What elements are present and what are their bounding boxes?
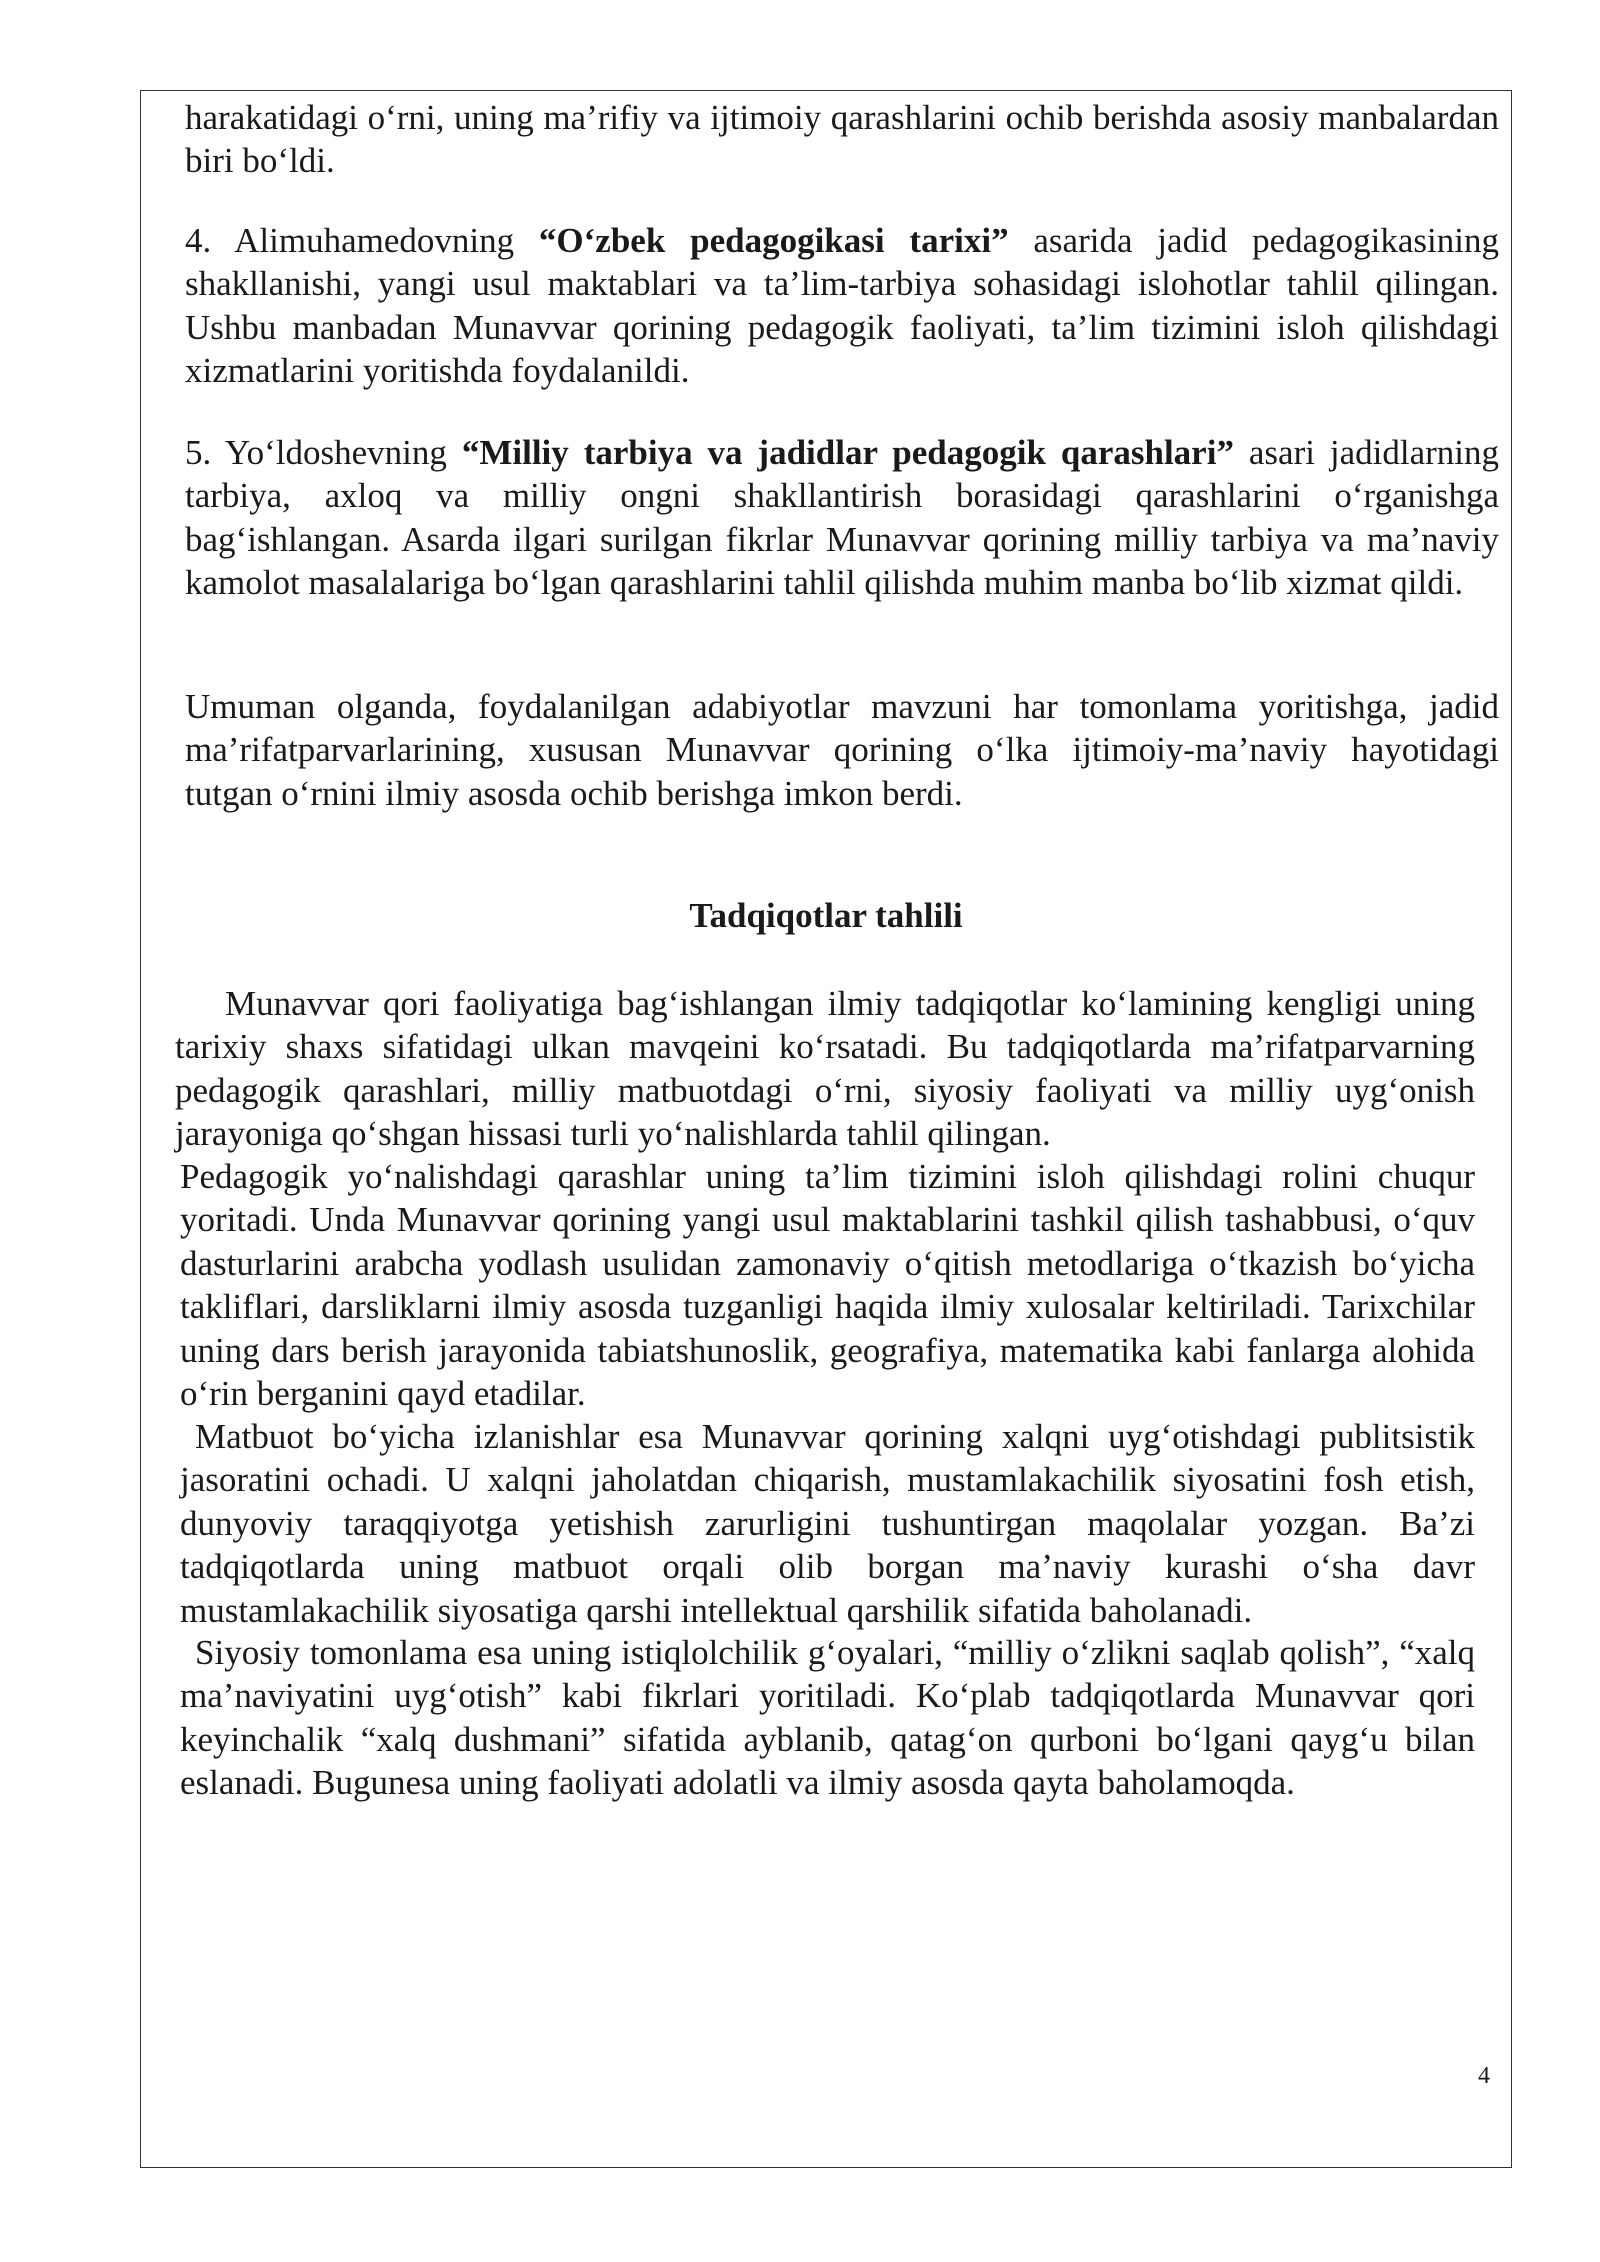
reference-item-4-text: asarida jadid pedagogikasining shakllanishi, yangi usul maktablari va ta’lim-tarbiya sohasidagi islohotlar tahlil qilingan. Ushbu manbadan Munavvar qorining pedagogik faoliyati, ta’lim tizimini isloh qilishdagi xizmatlarini yoritishda foydalanildi. — [185, 221, 1499, 391]
continuation-paragraph: harakatidagi o‘rni, uning ma’rifiy va ijtimoiy qarashlarini ochib berishda asosiy manbalardan biri bo‘ldi. — [185, 98, 1499, 181]
section-heading: Tadqiqotlar tahlili — [689, 896, 963, 935]
page-number: 4 — [1478, 2063, 1490, 2089]
reference-item-4-lead: 4. Alimuhamedovning — [185, 221, 539, 260]
reference-item-4 — [185, 219, 1499, 393]
reference-item-4-title: “O‘zbek pedagogikasi tarixi” — [538, 221, 1009, 260]
summary-paragraph: Umuman olganda, foydalanilgan adabiyotlar mavzuni har tomonlama yoritishga, jadid ma’rifatparvarlarining, xususan Munavvar qorining o‘lka ijtimoiy-ma’naviy hayotidagi tutgan o‘rnini ilmiy asosda ochib berishga imkon berdi. — [185, 687, 1499, 813]
reference-item-5 — [185, 431, 1499, 605]
reference-item-5-text: asari jadidlarning tarbiya, axloq va milliy ongni shakllantirish borasidagi qarashlarini o‘rganishga bag‘ishlangan. Asarda ilgari surilgan fikrlar Munavvar qorining milliy tarbiya va ma’naviy kamolot masalalariga bo‘lgan qarashlarini tahlil qilishda muhim manba bo‘lib xizmat qildi. — [185, 433, 1499, 603]
analysis-paragraph-2: Pedagogik yo‘nalishdagi qarashlar uning ta’lim tizimini isloh qilishdagi rolini chuqur yoritadi. Unda Munavvar qorining yangi usul maktablarini tashkil qilish tashabbusi, o‘quv dasturlarini arabcha yodlash usulidan zamonaviy o‘qitish metodlariga o‘tkazish bo‘yicha takliflari, darsliklarni ilmiy asosda tuzganligi haqida ilmiy xulosalar keltiriladi. Tarixchilar uning dars berish jarayonida tabiatshunoslik, geografiya, matematika kabi fanlarga alohida o‘rin berganini qayd etadilar. — [180, 1157, 1475, 1414]
analysis-paragraph-3: Matbuot bo‘yicha izlanishlar esa Munavvar qorining xalqni uyg‘otishdagi publitsistik jasoratini ochadi. U xalqni jaholatdan chiqarish, mustamlakachilik siyosatini fosh etish, dunyoviy taraqqiyotga yetishish zarurligini tushuntirgan maqolalar yozgan. Ba’zi tadqiqotlarda uning matbuot orqali olib borgan ma’naviy kurashi o‘sha davr mustamlakachilik siyosatiga qarshi intellektual qarshilik sifatida baholanadi. — [180, 1417, 1475, 1630]
analysis-paragraph-4: Siyosiy tomonlama esa uning istiqlolchilik g‘oyalari, “milliy o‘zlikni saqlab qolish”, “xalq ma’naviyatini uyg‘otish” kabi fikrlari yoritiladi. Ko‘plab tadqiqotlarda Munavvar qori keyinchalik “xalq dushmani” sifatida ayblanib, qatag‘on qurboni bo‘lgani qayg‘u bilan eslanadi. Bugunesa uning faoliyati adolatli va ilmiy asosda qayta baholamoqda. — [180, 1633, 1475, 1803]
reference-item-5-title: “Milliy tarbiya va jadidlar pedagogik qarashlari” — [461, 433, 1234, 472]
reference-item-5-lead: 5. Yo‘ldoshevning — [185, 433, 462, 472]
analysis-paragraph-1: Munavvar qori faoliyatiga bag‘ishlangan ilmiy tadqiqotlar ko‘lamining kengligi uning tarixiy shaxs sifatidagi ulkan mavqeini ko‘rsatadi. Bu tadqiqotlarda ma’rifatparvarning pedagogik qarashlari, milliy matbuotdagi o‘rni, siyosiy faoliyati va milliy uyg‘onish jarayoniga qo‘shgan hissasi turli yo‘nalishlarda tahlil qilingan. — [175, 984, 1475, 1154]
